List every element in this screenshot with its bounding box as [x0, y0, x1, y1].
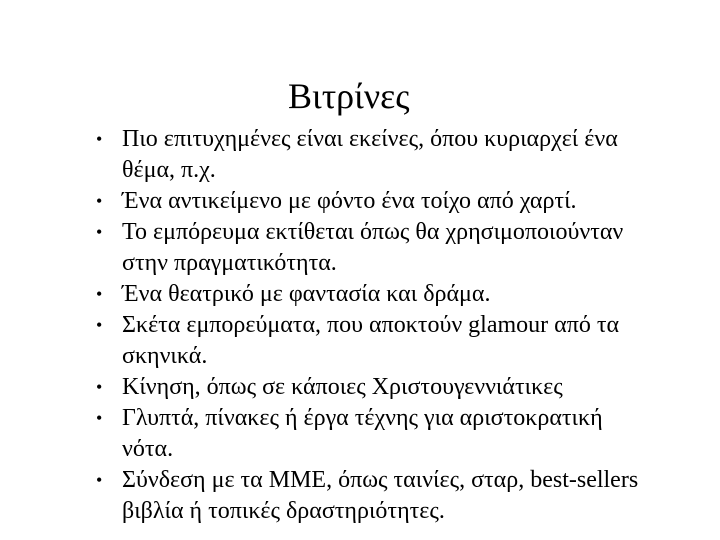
bullet-item — [96, 310, 696, 372]
bullet-icon: • — [96, 191, 103, 211]
bullet-text-line: νότα. — [122, 436, 174, 462]
bullet-text-line: στην πραγματικότητα. — [122, 250, 337, 276]
bullet-item — [96, 465, 696, 527]
bullet-icon: • — [96, 408, 103, 428]
bullet-icon: • — [96, 129, 103, 149]
bullet-text-line: Σκέτα εμπορεύματα, που αποκτούν glamour από τα — [122, 312, 620, 338]
bullet-item — [96, 279, 696, 310]
bullet-text-line: Ένα θεατρικό με φαντασία και δράμα. — [122, 281, 491, 307]
bullet-text-line: θέμα, π.χ. — [122, 157, 216, 183]
bullet-list — [96, 124, 696, 527]
bullet-text-line: Ένα αντικείμενο με φόντο ένα τοίχο από χαρτί. — [122, 188, 577, 214]
bullet-text-line: σκηνικά. — [122, 343, 208, 369]
bullet-icon: • — [96, 377, 103, 397]
bullet-item — [96, 217, 696, 279]
bullet-text-line: βιβλία ή τοπικές δραστηριότητες. — [122, 498, 445, 524]
bullet-icon: • — [96, 284, 103, 304]
bullet-icon: • — [96, 470, 103, 490]
bullet-item — [96, 186, 696, 217]
bullet-item — [96, 403, 696, 465]
slide-title: Βιτρίνες — [288, 76, 410, 116]
bullet-icon: • — [96, 222, 103, 242]
bullet-text-line: Κίνηση, όπως σε κάποιες Χριστουγεννιάτικες — [122, 374, 563, 400]
bullet-text-line: Το εμπόρευμα εκτίθεται όπως θα χρησιμοποιούνταν — [122, 219, 624, 245]
bullet-item — [96, 124, 696, 186]
bullet-text-line: Γλυπτά, πίνακες ή έργα τέχνης για αριστοκρατική — [122, 405, 603, 431]
bullet-item — [96, 372, 696, 403]
bullet-text-line: Σύνδεση με τα ΜΜΕ, όπως ταινίες, σταρ, best-sellers — [122, 467, 639, 493]
bullet-text-line: Πιο επιτυχημένες είναι εκείνες, όπου κυριαρχεί ένα — [122, 126, 618, 152]
bullet-icon: • — [96, 315, 103, 335]
